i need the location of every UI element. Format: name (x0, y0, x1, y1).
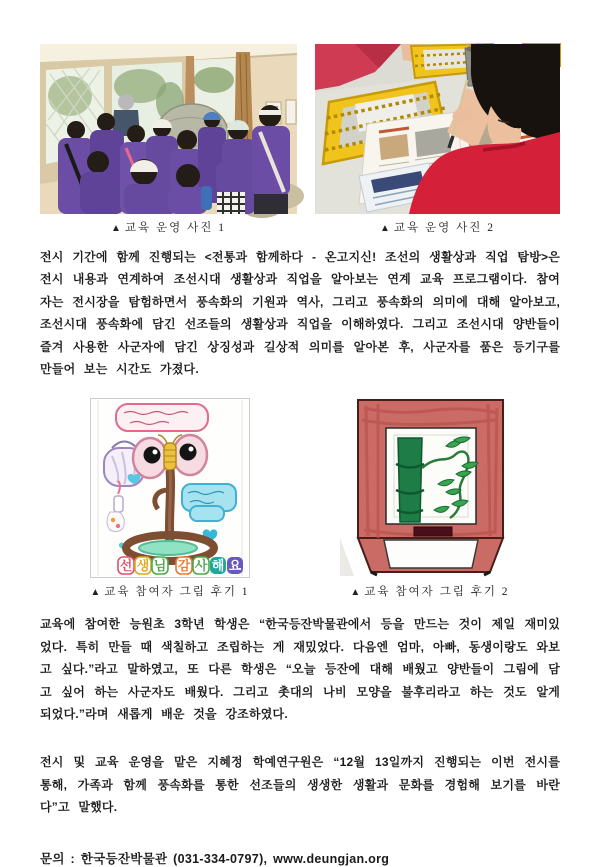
triangle-marker-icon: ▲ (350, 587, 361, 599)
triangle-marker-icon: ▲ (380, 223, 390, 234)
contact-line: 문의 : 한국등잔박물관 (031-334-0797), www.deungjan.org (40, 851, 390, 866)
svg-text:생: 생 (136, 558, 150, 574)
svg-text:해: 해 (211, 558, 225, 574)
drawing-caption-1: ▲ 교육 참여자 그림 후기 1 (90, 586, 250, 599)
child-drawing-2 (338, 388, 523, 578)
triangle-marker-icon: ▲ (90, 587, 101, 599)
drawing-caption-2: ▲ 교육 참여자 그림 후기 2 (350, 586, 510, 599)
photos-row (40, 44, 560, 214)
child-drawing-1 (90, 398, 250, 578)
painting-activity-illustration (315, 44, 560, 214)
triangle-marker-icon: ▲ (111, 223, 121, 234)
svg-text:사: 사 (194, 558, 208, 574)
paragraph-1: 전시 기간에 함께 진행되는 <전통과 함께하다 - 온고지신! 조선의 생활상과 직업 탐방>은 전시 내용과 연계하여 조선시대 생활상과 직업을 알아보는 연계 교육 프로그램이다. 참여자는 전시장을 탐험하면서 풍속화의 기원과 역사, 그리고 풍속화의 의미에 대해 알아보고, 조선시대 풍속화에 담긴 선조들의 생활상과 직업을 이해하였다. 그리고 조선시대 양반들이 즐겨 사용한 사군자에 담긴 상징성과 길상적 의미를 알아본 후, 사군자를 품은 등기구를 만들어 보는 시간도 가졌다. (40, 250, 560, 377)
svg-text:감: 감 (177, 558, 191, 574)
pink-speech-bubble (116, 404, 208, 431)
paragraph-2: 교육에 참여한 능원초 3학년 학생은 “한국등잔박물관에서 등을 만드는 것이 제일 재미있었다. 특히 만들 때 색칠하고 조립하는 게 재밌었다. 다음엔 엄마, 아빠, 동생이랑도 와보고 싶다.”라고 말하였고, 또 다른 학생은 “오늘 등잔에 대해 배웠고 양반들이 그림에 담고 싶어 하는 사군자도 배웠다. 그리고 촛대의 나비 모양을 불후리라고 하는 것도 알게 되었다.”라며 새롭게 배운 것을 강조하였다. (40, 617, 560, 722)
photo-captions (40, 219, 560, 235)
thanks-message (118, 557, 243, 574)
education-photo-2 (315, 44, 560, 214)
drawings-row (40, 388, 560, 578)
drawing-captions (40, 583, 560, 599)
museum-tour-illustration (40, 44, 297, 214)
svg-text:요: 요 (228, 558, 242, 574)
paragraph-3: 전시 및 교육 운영을 맡은 지혜정 학예연구원은 “12월 13일까지 진행되는 이번 전시를 통해, 가족과 함께 풍속화를 통한 선조들의 생생한 생활과 문화를 경험해 보기를 바란다”고 말했다. (40, 755, 560, 815)
photo-caption-1: ▲ 교육 운영 사진 1 (111, 222, 226, 234)
photo-caption-2: ▲ 교육 운영 사진 2 (380, 222, 495, 234)
education-photo-1 (40, 44, 297, 214)
svg-text:님: 님 (153, 558, 167, 574)
checkered-shorts (217, 192, 245, 214)
frame-slot (414, 527, 452, 536)
svg-text:선: 선 (119, 558, 133, 574)
blue-bottle (201, 186, 212, 210)
